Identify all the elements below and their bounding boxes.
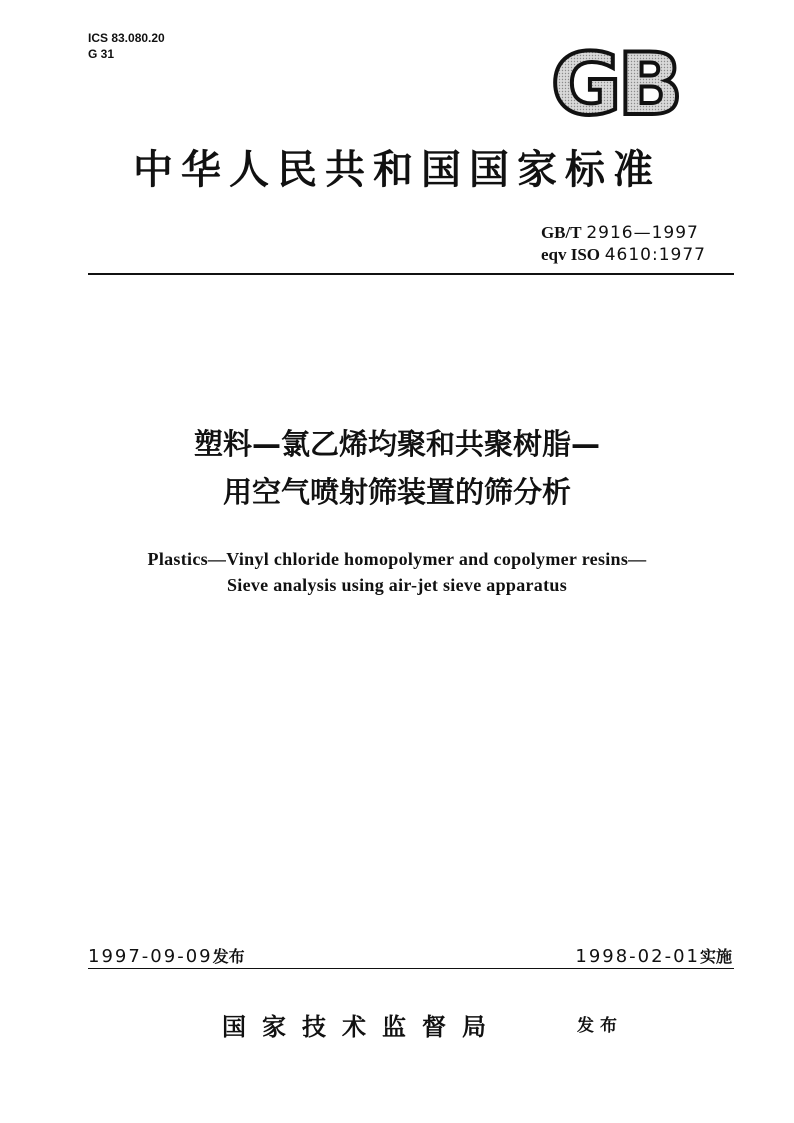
issue-label: 发布: [212, 947, 245, 966]
classification-codes: [88, 30, 165, 62]
standard-number: 2916—1997: [586, 223, 699, 243]
header-divider: [88, 273, 734, 275]
national-standard-title: 中华人民共和国国家标准: [133, 146, 661, 193]
issue-date-block: [88, 944, 245, 967]
english-title-line-2: Sieve analysis using air-jet sieve apparatus: [226, 575, 568, 595]
issue-date: 1997-09-09: [88, 946, 213, 967]
standard-prefix: GB/T: [540, 223, 582, 242]
english-title: [0, 546, 794, 598]
publisher-name: 国家技术监督局: [222, 1012, 502, 1041]
gb-logo-text: GB: [550, 42, 680, 122]
ics-code: ICS 83.080.20: [88, 31, 165, 45]
english-title-line-1: Plastics—Vinyl chloride homopolymer and copolymer resins—: [147, 549, 647, 569]
publish-label: 发布: [577, 1016, 623, 1036]
gb-logo: [540, 42, 690, 122]
equivalent-prefix: eqv ISO: [540, 245, 600, 264]
implementation-label: 实施: [699, 947, 732, 966]
ccs-code: G 31: [88, 47, 115, 61]
chinese-title-line-2: 用空气喷射筛装置的筛分析: [222, 475, 571, 509]
implementation-date: 1998-02-01: [575, 946, 700, 967]
chinese-title: [0, 420, 794, 516]
implementation-date-block: [575, 944, 732, 967]
chinese-title-line-1: 塑料—氯乙烯均聚和共聚树脂—: [193, 427, 600, 461]
equivalent-number: 4610:1977: [604, 245, 706, 265]
standard-number-block: [541, 222, 706, 266]
footer-divider: [88, 968, 734, 969]
